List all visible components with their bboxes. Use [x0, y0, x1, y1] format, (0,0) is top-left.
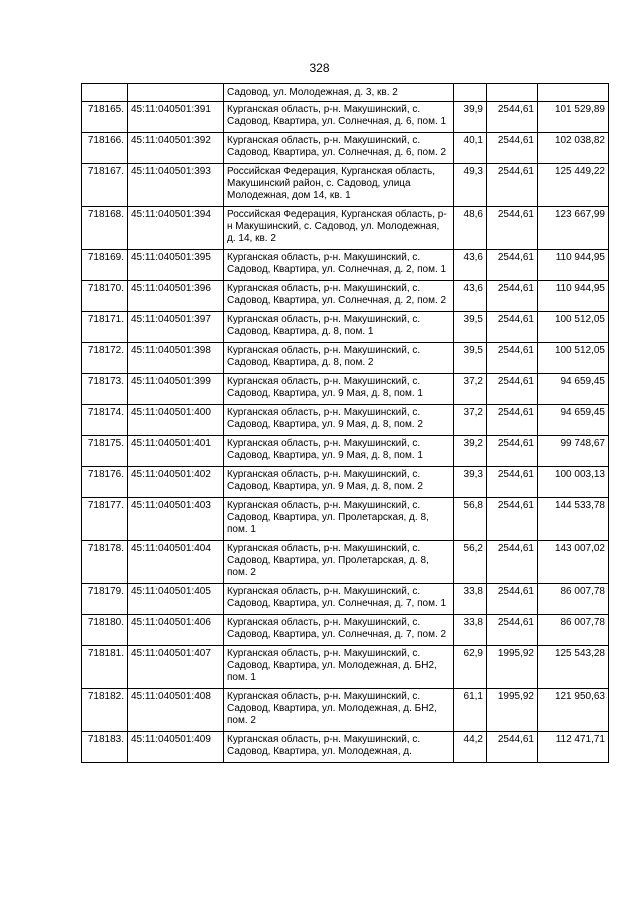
cell-address: Курганская область, р-н. Макушинский, с. Садовод, Квартира, ул. 9 Мая, д. 8, пом. 2: [224, 467, 454, 498]
cell-rate: 2544,61: [487, 405, 538, 436]
cell-number: 718171.: [82, 312, 128, 343]
cell-rate: 2544,61: [487, 281, 538, 312]
cell-cadastral: 45:11:040501:391: [128, 102, 224, 133]
table-row: [82, 133, 609, 164]
cell-cadastral: 45:11:040501:392: [128, 133, 224, 164]
cell-number: 718182.: [82, 689, 128, 732]
cell-number: 718180.: [82, 615, 128, 646]
cell-address: Курганская область, р-н. Макушинский, с. Садовод, Квартира, ул. Солнечная, д. 7, пом. 2: [224, 615, 454, 646]
cell-rate: 2544,61: [487, 732, 538, 763]
cell-number: 718167.: [82, 164, 128, 207]
cell-value: [538, 84, 609, 102]
cell-cadastral: 45:11:040501:399: [128, 374, 224, 405]
cell-value: 121 950,63: [538, 689, 609, 732]
table-row: [82, 281, 609, 312]
cell-rate: 2544,61: [487, 541, 538, 584]
cell-value: 125 543,28: [538, 646, 609, 689]
table-row: [82, 584, 609, 615]
cell-address: Курганская область, р-н. Макушинский, с. Садовод, Квартира, д. 8, пом. 2: [224, 343, 454, 374]
table-row: [82, 467, 609, 498]
table-row: [82, 689, 609, 732]
cell-value: 99 748,67: [538, 436, 609, 467]
cell-number: 718169.: [82, 250, 128, 281]
cell-cadastral: 45:11:040501:404: [128, 541, 224, 584]
cell-rate: 2544,61: [487, 374, 538, 405]
cell-address: Курганская область, р-н. Макушинский, с. Садовод, Квартира, ул. Пролетарская, д. 8, пом. 2: [224, 541, 454, 584]
cell-area: 61,1: [454, 689, 487, 732]
cell-rate: 2544,61: [487, 207, 538, 250]
cell-area: 40,1: [454, 133, 487, 164]
cell-cadastral: 45:11:040501:403: [128, 498, 224, 541]
cell-address: Курганская область, р-н. Макушинский, с. Садовод, Квартира, ул. Солнечная, д. 6, пом. 1: [224, 102, 454, 133]
cell-number: 718179.: [82, 584, 128, 615]
cell-area: 39,3: [454, 467, 487, 498]
cell-value: 125 449,22: [538, 164, 609, 207]
table-row: [82, 250, 609, 281]
cell-number: 718173.: [82, 374, 128, 405]
cell-address: Курганская область, р-н. Макушинский, с. Садовод, Квартира, ул. Солнечная, д. 2, пом. 2: [224, 281, 454, 312]
cell-area: 49,3: [454, 164, 487, 207]
table-row: [82, 312, 609, 343]
cell-rate: 1995,92: [487, 689, 538, 732]
cell-rate: 2544,61: [487, 498, 538, 541]
cell-value: 94 659,45: [538, 374, 609, 405]
cell-area: 44,2: [454, 732, 487, 763]
table-row: [82, 374, 609, 405]
cell-value: 101 529,89: [538, 102, 609, 133]
cell-number: 718181.: [82, 646, 128, 689]
cell-area: 56,8: [454, 498, 487, 541]
table-row: [82, 498, 609, 541]
cell-value: 112 471,71: [538, 732, 609, 763]
cell-address: Курганская область, р-н. Макушинский, с. Садовод, Квартира, ул. Солнечная, д. 2, пом. 1: [224, 250, 454, 281]
cell-rate: 2544,61: [487, 343, 538, 374]
cell-cadastral: 45:11:040501:395: [128, 250, 224, 281]
cell-area: 43,6: [454, 250, 487, 281]
table-row: [82, 615, 609, 646]
table-row: [82, 646, 609, 689]
cell-cadastral: 45:11:040501:409: [128, 732, 224, 763]
page-number: 328: [309, 61, 330, 75]
cell-address: Садовод, ул. Молодежная, д. 3, кв. 2: [224, 84, 454, 102]
cell-area: 37,2: [454, 374, 487, 405]
cell-cadastral: 45:11:040501:394: [128, 207, 224, 250]
cell-cadastral: 45:11:040501:400: [128, 405, 224, 436]
cell-value: 100 003,13: [538, 467, 609, 498]
cell-rate: 2544,61: [487, 436, 538, 467]
cell-value: 100 512,05: [538, 312, 609, 343]
cell-rate: [487, 84, 538, 102]
cell-cadastral: 45:11:040501:408: [128, 689, 224, 732]
cell-area: 48,6: [454, 207, 487, 250]
cell-number: 718176.: [82, 467, 128, 498]
cell-rate: 2544,61: [487, 584, 538, 615]
cell-address: Курганская область, р-н. Макушинский, с. Садовод, Квартира, ул. Молодежная, д. БН2, пом. 2: [224, 689, 454, 732]
cell-number: 718174.: [82, 405, 128, 436]
cell-rate: 2544,61: [487, 133, 538, 164]
cadastral-value-table: [81, 83, 609, 763]
cell-cadastral: 45:11:040501:407: [128, 646, 224, 689]
cell-value: 86 007,78: [538, 584, 609, 615]
cell-number: 718183.: [82, 732, 128, 763]
table-row: [82, 541, 609, 584]
cell-address: Курганская область, р-н. Макушинский, с. Садовод, Квартира, ул. Пролетарская, д. 8, пом. 1: [224, 498, 454, 541]
cell-cadastral: [128, 84, 224, 102]
cell-address: Российская Федерация, Курганская область, Макушинский район, с. Садовод, улица Молодежная, дом 14, кв. 1: [224, 164, 454, 207]
cell-cadastral: 45:11:040501:406: [128, 615, 224, 646]
cell-number: 718168.: [82, 207, 128, 250]
cell-address: Курганская область, р-н. Макушинский, с. Садовод, Квартира, ул. Солнечная, д. 6, пом. 2: [224, 133, 454, 164]
cell-value: 110 944,95: [538, 281, 609, 312]
cell-rate: 2544,61: [487, 164, 538, 207]
cell-rate: 2544,61: [487, 312, 538, 343]
cell-area: [454, 84, 487, 102]
cell-cadastral: 45:11:040501:405: [128, 584, 224, 615]
cell-number: 718172.: [82, 343, 128, 374]
cell-address: Курганская область, р-н. Макушинский, с. Садовод, Квартира, ул. Молодежная, д.: [224, 732, 454, 763]
cell-area: 33,8: [454, 615, 487, 646]
table-row: [82, 343, 609, 374]
cell-address: Курганская область, р-н. Макушинский, с. Садовод, Квартира, ул. 9 Мая, д. 8, пом. 1: [224, 374, 454, 405]
cell-value: 102 038,82: [538, 133, 609, 164]
cell-rate: 2544,61: [487, 467, 538, 498]
cell-value: 110 944,95: [538, 250, 609, 281]
cell-cadastral: 45:11:040501:402: [128, 467, 224, 498]
cell-address: Курганская область, р-н. Макушинский, с. Садовод, Квартира, д. 8, пом. 1: [224, 312, 454, 343]
cell-address: Курганская область, р-н. Макушинский, с. Садовод, Квартира, ул. 9 Мая, д. 8, пом. 1: [224, 436, 454, 467]
cell-number: 718175.: [82, 436, 128, 467]
cell-area: 39,2: [454, 436, 487, 467]
cell-value: 123 667,99: [538, 207, 609, 250]
cell-value: 143 007,02: [538, 541, 609, 584]
table-row: [82, 732, 609, 763]
cell-cadastral: 45:11:040501:397: [128, 312, 224, 343]
cell-address: Курганская область, р-н. Макушинский, с. Садовод, Квартира, ул. 9 Мая, д. 8, пом. 2: [224, 405, 454, 436]
cell-address: Курганская область, р-н. Макушинский, с. Садовод, Квартира, ул. Солнечная, д. 7, пом. 1: [224, 584, 454, 615]
cell-value: 94 659,45: [538, 405, 609, 436]
cell-area: 39,5: [454, 312, 487, 343]
table-row: [82, 102, 609, 133]
cell-number: 718177.: [82, 498, 128, 541]
cell-value: 144 533,78: [538, 498, 609, 541]
cell-area: 39,5: [454, 343, 487, 374]
table-row: [82, 436, 609, 467]
table-row-continuation: [82, 84, 609, 102]
cell-area: 43,6: [454, 281, 487, 312]
cell-cadastral: 45:11:040501:396: [128, 281, 224, 312]
cell-rate: 1995,92: [487, 646, 538, 689]
cell-number: 718166.: [82, 133, 128, 164]
cell-address: Российская Федерация, Курганская область, р-н Макушинский, с. Садовод, ул. Молодежная, д. 14, кв. 2: [224, 207, 454, 250]
cell-number: [82, 84, 128, 102]
table-row: [82, 405, 609, 436]
cell-cadastral: 45:11:040501:401: [128, 436, 224, 467]
cell-cadastral: 45:11:040501:393: [128, 164, 224, 207]
cell-cadastral: 45:11:040501:398: [128, 343, 224, 374]
cell-rate: 2544,61: [487, 615, 538, 646]
cell-number: 718170.: [82, 281, 128, 312]
cell-area: 39,9: [454, 102, 487, 133]
cell-area: 37,2: [454, 405, 487, 436]
cell-rate: 2544,61: [487, 102, 538, 133]
cell-number: 718165.: [82, 102, 128, 133]
cell-area: 33,8: [454, 584, 487, 615]
table-row: [82, 164, 609, 207]
cell-value: 100 512,05: [538, 343, 609, 374]
cell-number: 718178.: [82, 541, 128, 584]
cell-area: 56,2: [454, 541, 487, 584]
cell-area: 62,9: [454, 646, 487, 689]
table-row: [82, 207, 609, 250]
cell-rate: 2544,61: [487, 250, 538, 281]
cell-value: 86 007,78: [538, 615, 609, 646]
cell-address: Курганская область, р-н. Макушинский, с. Садовод, Квартира, ул. Молодежная, д. БН2, пом. 1: [224, 646, 454, 689]
